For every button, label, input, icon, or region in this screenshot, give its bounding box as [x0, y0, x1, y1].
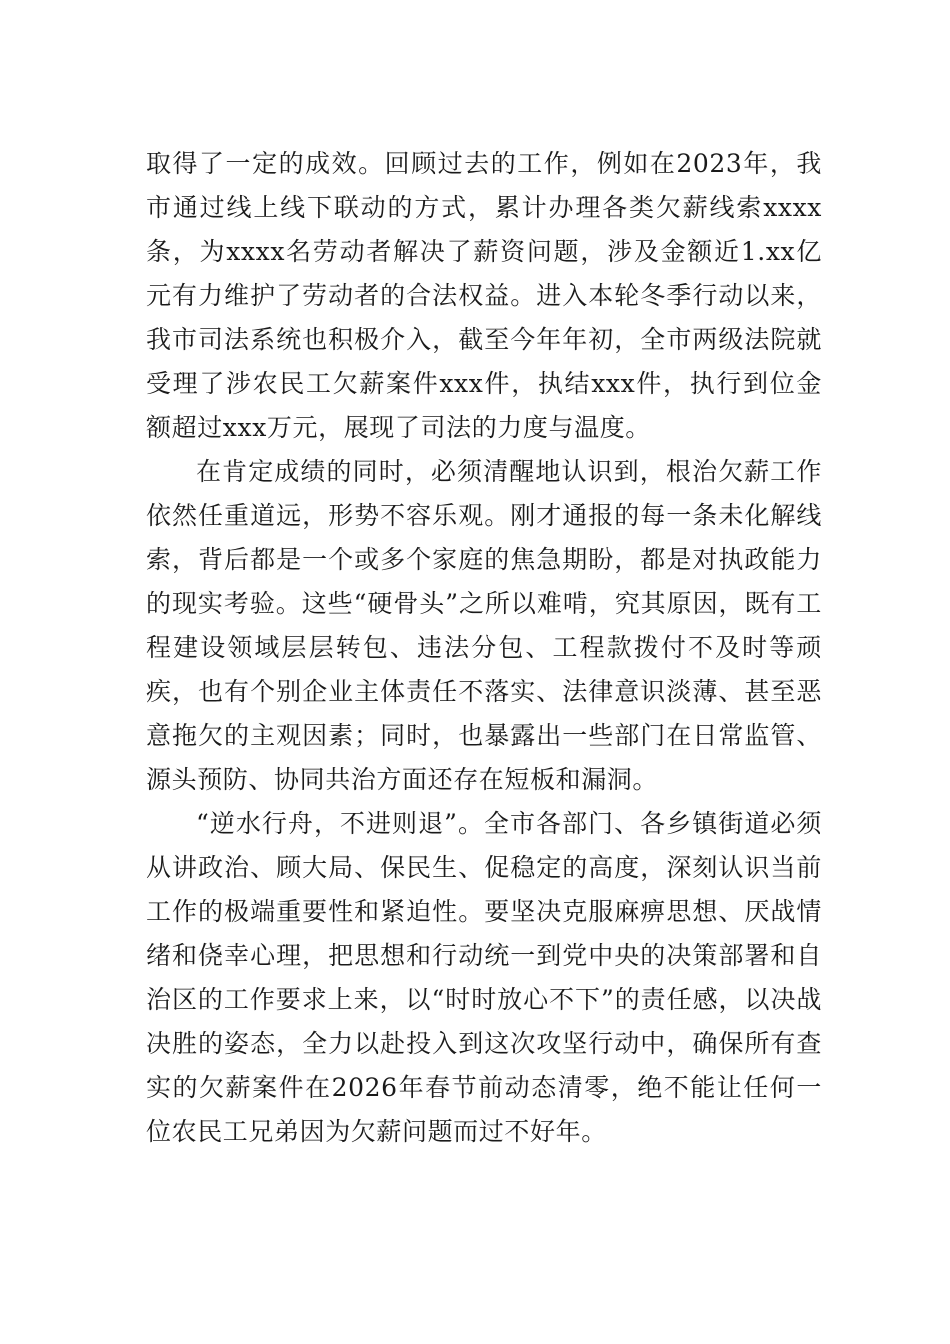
paragraph-continuation: 取得了一定的成效。回顾过去的工作，例如在2023年，我市通过线上线下联动的方式，累计办理各类欠薪线索xxxx条，为xxxx名劳动者解决了薪资问题，涉及金额近1.xx亿元有力维护了劳动者的合法权益。进入本轮冬季行动以来，我市司法系统也积极介入，截至今年年初，全市两级法院就受理了涉农民工欠薪案件xxx件，执结xxx件，执行到位金额超过xxx万元，展现了司法的力度与温度。	[146, 149, 822, 442]
document-body	[146, 142, 822, 1154]
paragraph-call-to-action: “逆水行舟，不进则退”。全市各部门、各乡镇街道必须从讲政治、顾大局、保民生、促稳定的高度，深刻认识当前工作的极端重要性和紧迫性。要坚决克服麻痹思想、厌战情绪和侥幸心理，把思想和行动统一到党中央的决策部署和自治区的工作要求上来，以“时时放心不下”的责任感，以决战决胜的姿态，全力以赴投入到这次攻坚行动中，确保所有查实的欠薪案件在2026年春节前动态清零，绝不能让任何一位农民工兄弟因为欠薪问题而过不好年。	[146, 809, 822, 1146]
paragraph-situation-analysis: 在肯定成绩的同时，必须清醒地认识到，根治欠薪工作依然任重道远，形势不容乐观。刚才通报的每一条未化解线索，背后都是一个或多个家庭的焦急期盼，都是对执政能力的现实考验。这些“硬骨头”之所以难啃，究其原因，既有工程建设领域层层转包、违法分包、工程款拨付不及时等顽疾，也有个别企业主体责任不落实、法律意识淡薄、甚至恶意拖欠的主观因素；同时，也暴露出一些部门在日常监管、源头预防、协同共治方面还存在短板和漏洞。	[146, 457, 822, 794]
